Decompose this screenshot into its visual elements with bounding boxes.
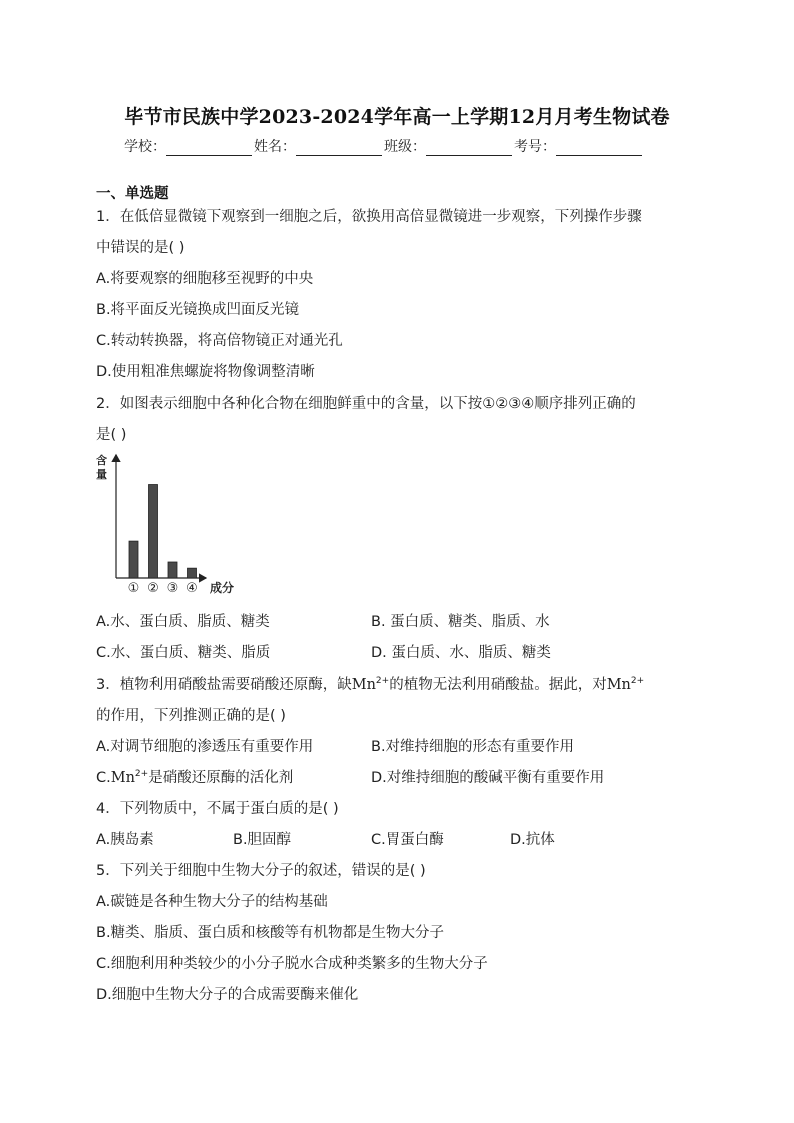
number-blank[interactable] bbox=[556, 141, 642, 156]
bar-chart bbox=[92, 452, 252, 600]
q5-option-b[interactable]: B.糖类、脂质、蛋白质和核酸等有机物都是生物大分子 bbox=[96, 925, 445, 941]
school-label: 学校： bbox=[124, 139, 166, 155]
q5-option-c[interactable]: C.细胞利用种类较少的小分子脱水合成种类繁多的生物大分子 bbox=[96, 956, 488, 972]
q4-option-a[interactable]: A.胰岛素 bbox=[96, 832, 154, 848]
q3-option-d[interactable]: D.对维持细胞的酸碱平衡有重要作用 bbox=[371, 770, 605, 786]
q1-option-c[interactable]: C.转动转换器，将高倍物镜正对通光孔 bbox=[96, 333, 343, 349]
q5-option-d[interactable]: D.细胞中生物大分子的合成需要酶来催化 bbox=[96, 987, 359, 1003]
school-blank[interactable] bbox=[166, 141, 252, 156]
q5-stem: 5．下列关于细胞中生物大分子的叙述，错误的是( ) bbox=[96, 863, 426, 879]
mn-charge: 2+ bbox=[375, 676, 390, 686]
q3-option-c[interactable] bbox=[96, 766, 293, 787]
q4-option-c[interactable]: C.胃蛋白酶 bbox=[371, 832, 444, 848]
mn-charge: 2+ bbox=[134, 769, 149, 779]
category-label-4: ④ bbox=[186, 581, 198, 596]
q2-stem-line1: 2．如图表示细胞中各种化合物在细胞鲜重中的含量，以下按①②③④顺序排列正确的 bbox=[96, 396, 636, 412]
q2-stem-line2: 是( ) bbox=[96, 427, 127, 443]
q3-option-a[interactable]: A.对调节细胞的渗透压有重要作用 bbox=[96, 739, 314, 755]
exam-title: 毕节市民族中学2023-2024学年高一上学期12月月考生物试卷 bbox=[124, 106, 670, 128]
q3-stem-line1 bbox=[96, 673, 644, 694]
q3-stem-part1: 3．植物利用硝酸盐需要硝酸还原酶，缺 bbox=[96, 677, 352, 693]
class-label: 班级： bbox=[384, 139, 426, 155]
q5-option-a[interactable]: A.碳链是各种生物大分子的结构基础 bbox=[96, 894, 328, 910]
q3-stem-part2: 的植物无法利用硝酸盐。据此，对 bbox=[389, 677, 607, 693]
q2-option-c[interactable]: C.水、蛋白质、糖类、脂质 bbox=[96, 645, 271, 661]
name-label: 姓名： bbox=[254, 139, 296, 155]
q1-option-b[interactable]: B.将平面反光镜换成凹面反光镜 bbox=[96, 302, 300, 318]
q4-option-d[interactable]: D.抗体 bbox=[510, 832, 555, 848]
q3-option-c-prefix: C. bbox=[96, 770, 111, 786]
q1-option-a[interactable]: A.将要观察的细胞移至视野的中央 bbox=[96, 271, 314, 287]
mn-symbol: Mn bbox=[606, 677, 631, 693]
bar-2 bbox=[149, 485, 158, 578]
bar-1 bbox=[129, 541, 138, 578]
q2-option-b[interactable]: B. 蛋白质、糖类、脂质、水 bbox=[371, 614, 550, 630]
category-label-1: ① bbox=[127, 581, 140, 596]
q2-option-a[interactable]: A.水、蛋白质、脂质、糖类 bbox=[96, 614, 270, 630]
mn-symbol: Mn bbox=[351, 677, 376, 693]
q4-option-b[interactable]: B.胆固醇 bbox=[233, 832, 292, 848]
q4-stem: 4．下列物质中，不属于蛋白质的是( ) bbox=[96, 801, 339, 817]
q1-option-d[interactable]: D.使用粗准焦螺旋将物像调整清晰 bbox=[96, 364, 315, 380]
q3-option-c-text: 是硝酸还原酶的活化剂 bbox=[148, 770, 294, 786]
q3-stem-line2: 的作用，下列推测正确的是( ) bbox=[96, 708, 286, 724]
category-label-3: ③ bbox=[166, 581, 179, 596]
q1-stem-line2: 中错误的是( ) bbox=[96, 240, 185, 256]
q3-option-b[interactable]: B.对维持细胞的形态有重要作用 bbox=[371, 739, 575, 755]
section-title: 一、单选题 bbox=[96, 186, 169, 202]
name-blank[interactable] bbox=[296, 141, 382, 156]
class-blank[interactable] bbox=[426, 141, 512, 156]
x-axis-label: 成分 bbox=[210, 581, 235, 595]
y-axis-label-bottom: 量 bbox=[96, 468, 107, 481]
mn-charge: 2+ bbox=[630, 676, 645, 686]
mn-symbol: Mn bbox=[110, 770, 135, 786]
category-label-2: ② bbox=[147, 581, 159, 596]
bar-4 bbox=[188, 568, 197, 578]
bar-3 bbox=[168, 562, 177, 578]
y-axis-label-top: 含 bbox=[96, 454, 107, 467]
q2-option-d[interactable]: D. 蛋白质、水、脂质、糖类 bbox=[371, 645, 551, 661]
number-label: 考号： bbox=[514, 139, 556, 155]
q1-stem-line1: 1．在低倍显微镜下观察到一细胞之后，欲换用高倍显微镜进一步观察，下列操作步骤 bbox=[96, 209, 642, 225]
student-info-row bbox=[124, 136, 642, 156]
